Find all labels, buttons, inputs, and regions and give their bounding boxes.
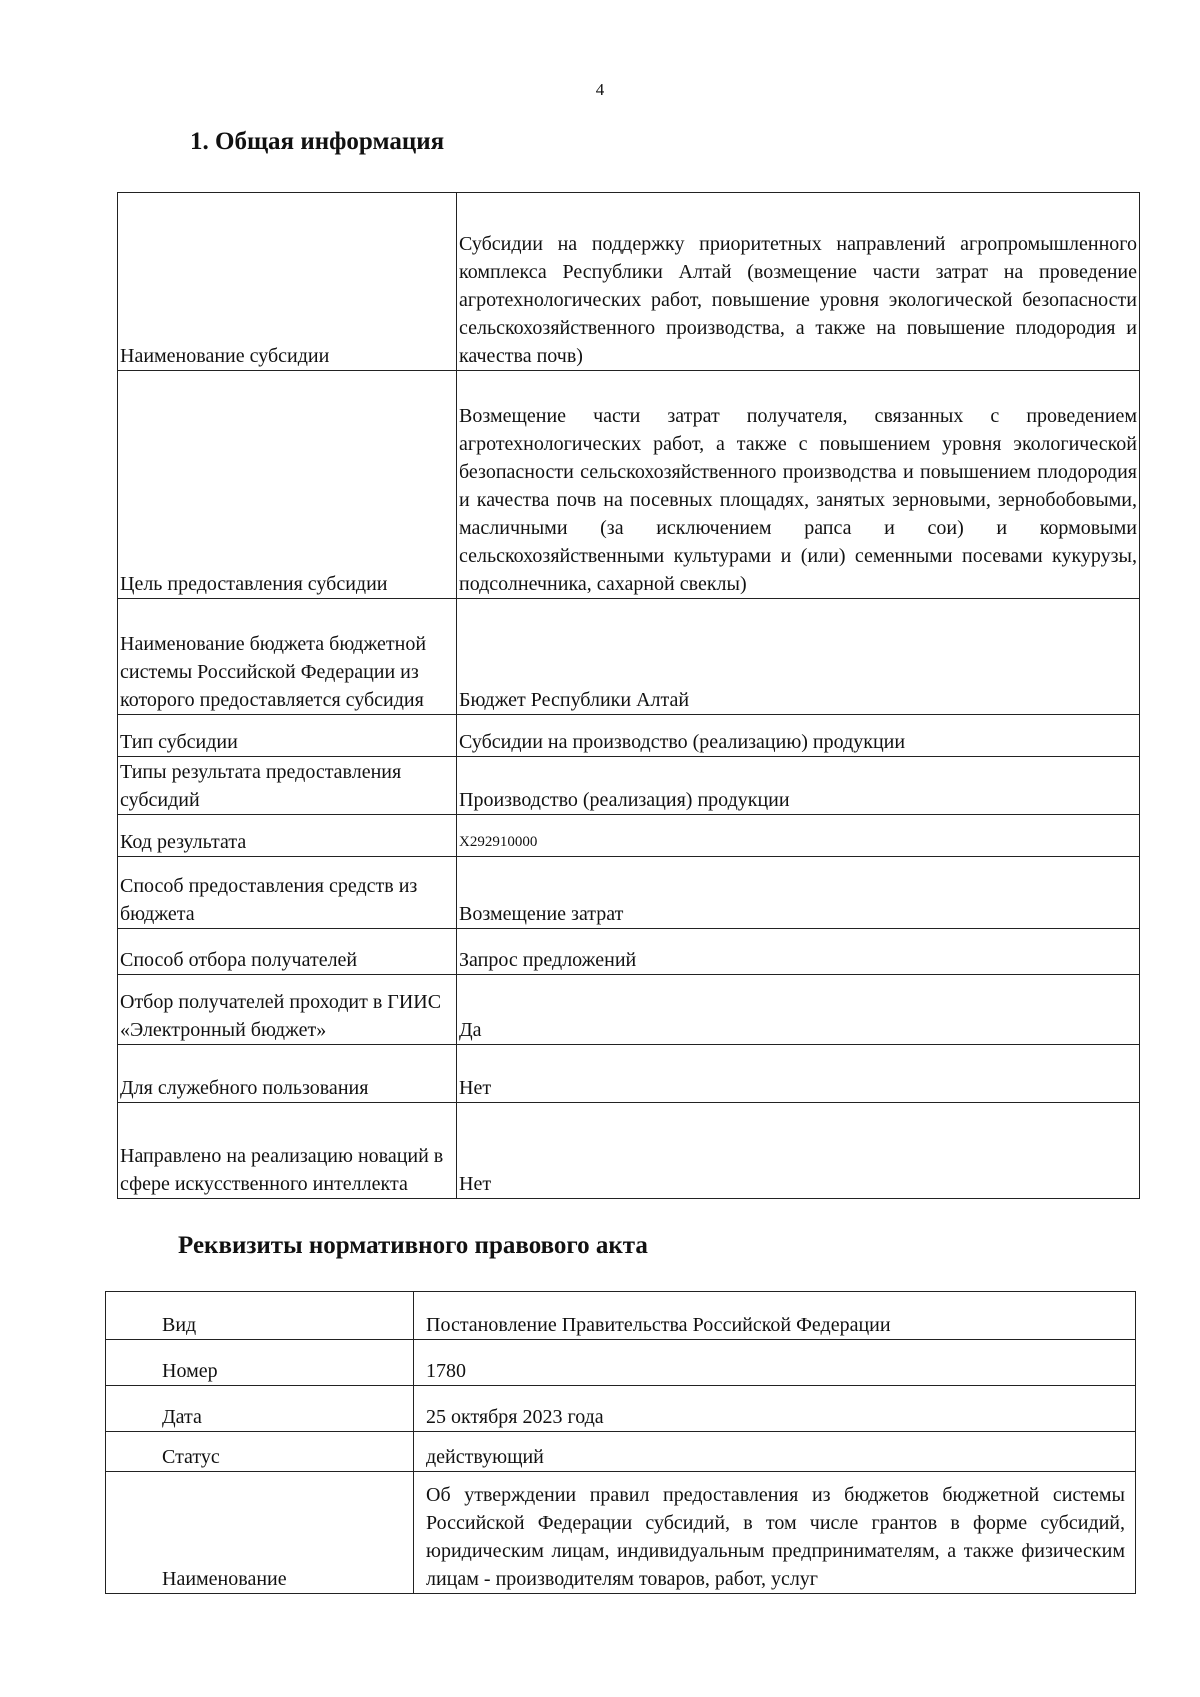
row-label-kind: Вид <box>106 1292 414 1340</box>
row-value-number: 1780 <box>414 1340 1136 1386</box>
table-row <box>106 1386 1136 1432</box>
table-row <box>118 857 1140 929</box>
row-value-status: действующий <box>414 1432 1136 1472</box>
legal-act-table <box>105 1291 1136 1594</box>
table-row <box>118 193 1140 371</box>
table-row <box>118 975 1140 1045</box>
table-row <box>106 1292 1136 1340</box>
row-label-subsidy-type: Тип субсидии <box>118 715 457 757</box>
row-label-funding-method: Способ предоставления средств из бюджета <box>118 857 457 929</box>
table-row <box>118 1045 1140 1103</box>
general-info-table <box>117 192 1140 1199</box>
row-label-subsidy-name: Наименование субсидии <box>118 193 457 371</box>
row-label-result-types: Типы результата предоставления субсидий <box>118 757 457 815</box>
row-value-budget-name: Бюджет Республики Алтай <box>457 599 1140 715</box>
table-row <box>118 715 1140 757</box>
row-label-result-code: Код результата <box>118 815 457 857</box>
section-heading-legal-act: Реквизиты нормативного правового акта <box>178 1232 648 1259</box>
row-value-ai-innovation: Нет <box>457 1103 1140 1199</box>
row-label-number: Номер <box>106 1340 414 1386</box>
row-label-selection-method: Способ отбора получателей <box>118 929 457 975</box>
row-value-kind: Постановление Правительства Российской Федерации <box>414 1292 1136 1340</box>
row-label-official-use: Для служебного пользования <box>118 1045 457 1103</box>
row-value-title: Об утверждении правил предоставления из бюджетов бюджетной системы Российской Федерации субсидий, в том числе грантов в форме субсидий, юридическим лицам, индивидуальным предпринимателям, а также физическим лицам - производителям товаров, работ, услуг <box>414 1472 1136 1594</box>
row-value-giis-selection: Да <box>457 975 1140 1045</box>
row-value-official-use: Нет <box>457 1045 1140 1103</box>
row-label-date: Дата <box>106 1386 414 1432</box>
section-heading-general-info: 1. Общая информация <box>190 128 445 155</box>
row-value-date: 25 октября 2023 года <box>414 1386 1136 1432</box>
table-row <box>118 757 1140 815</box>
table-row <box>106 1432 1136 1472</box>
row-value-result-types: Производство (реализация) продукции <box>457 757 1140 815</box>
row-label-ai-innovation: Направлено на реализацию новаций в сфере искусственного интеллекта <box>118 1103 457 1199</box>
table-row <box>118 371 1140 599</box>
row-value-subsidy-type: Субсидии на производство (реализацию) продукции <box>457 715 1140 757</box>
table-row <box>106 1472 1136 1594</box>
row-value-result-code: X292910000 <box>457 815 1140 857</box>
row-value-subsidy-goal: Возмещение части затрат получателя, связанных с проведением агротехнологических работ, а также с повышением уровня экологической безопасности сельскохозяйственного производства и повышением плодородия и качества почв на посевных площадях, занятых зерновыми, зернобобовыми, масличными (за исключением рапса и сои) и кормовыми сельскохозяйственными культурами и (или) семенными посевами кукурузы, подсолнечника, сахарной свеклы) <box>457 371 1140 599</box>
row-label-subsidy-goal: Цель предоставления субсидии <box>118 371 457 599</box>
row-value-selection-method: Запрос предложений <box>457 929 1140 975</box>
row-label-title: Наименование <box>106 1472 414 1594</box>
page-number: 4 <box>595 80 605 99</box>
table-row <box>118 815 1140 857</box>
table-row <box>118 1103 1140 1199</box>
row-label-status: Статус <box>106 1432 414 1472</box>
table-row <box>118 929 1140 975</box>
row-label-budget-name: Наименование бюджета бюджетной системы Российской Федерации из которого предоставляется субсидия <box>118 599 457 715</box>
row-value-funding-method: Возмещение затрат <box>457 857 1140 929</box>
row-label-giis-selection: Отбор получателей проходит в ГИИС «Электронный бюджет» <box>118 975 457 1045</box>
table-row <box>106 1340 1136 1386</box>
table-row <box>118 599 1140 715</box>
row-value-subsidy-name: Субсидии на поддержку приоритетных направлений агропромышленного комплекса Республики Алтай (возмещение части затрат на проведение агротехнологических работ, повышение уровня экологической безопасности сельскохозяйственного производства, а также на повышение плодородия и качества почв) <box>457 193 1140 371</box>
